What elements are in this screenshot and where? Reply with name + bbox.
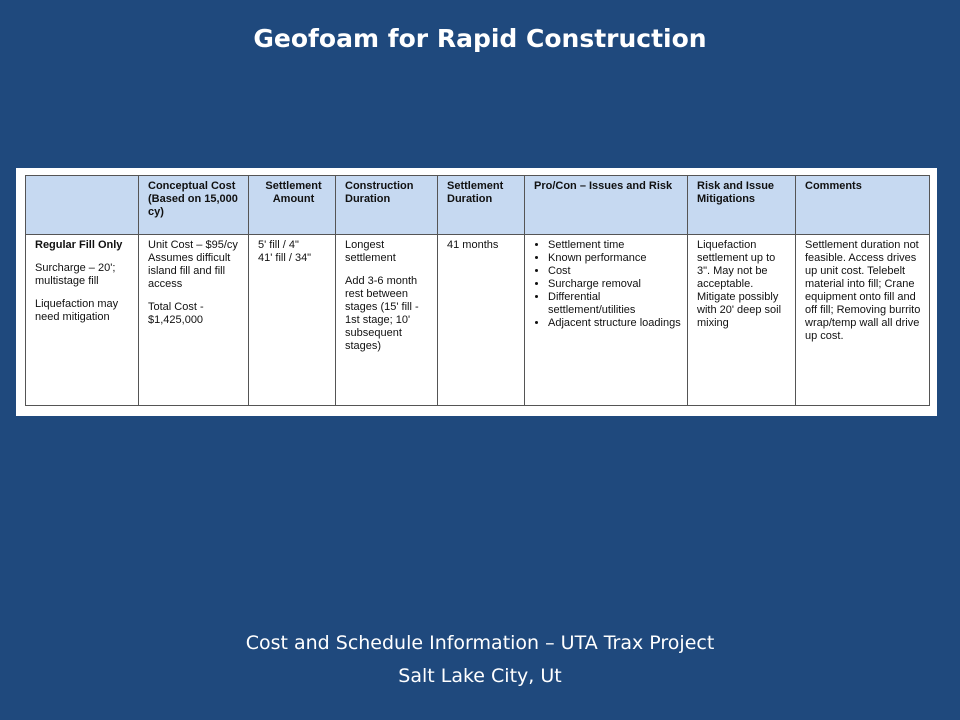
list-item: • Cost	[548, 265, 681, 278]
comparison-table	[25, 175, 930, 406]
table-row	[26, 235, 930, 406]
pro-con-list	[534, 239, 681, 330]
settlement-amount-line2: 41' fill / 34"	[258, 252, 312, 264]
header-cell-settlement-duration: Settlement Duration	[438, 176, 525, 235]
comparison-table-image	[16, 168, 937, 416]
cell-pro-con	[525, 235, 688, 406]
header-cell-comments: Comments	[796, 176, 930, 235]
option-surcharge: Surcharge – 20'; multistage fill	[35, 262, 116, 287]
construction-duration-line1: Longest settlement	[345, 239, 396, 264]
header-cell-mitigations: Risk and Issue Mitigations	[688, 176, 796, 235]
cell-mitigations: Liquefaction settlement up to 3". May not be acceptable. Mitigate possibly with 20' deep soil mixing	[688, 235, 796, 406]
table-header-row	[26, 176, 930, 235]
list-item: • Differential settlement/utilities	[548, 291, 681, 317]
cell-comments: Settlement duration not feasible. Access drives up unit cost. Telebelt material into fill; Crane equipment onto fill and off fill; Removing burrito wrap/temp wall all drive up cost.	[796, 235, 930, 406]
footer-line-1: Cost and Schedule Information – UTA Trax Project	[245, 632, 715, 654]
list-item: • Known performance	[548, 252, 681, 265]
cell-settlement-duration: 41 months	[438, 235, 525, 406]
cell-settlement-amount	[249, 235, 336, 406]
cell-construction-duration	[336, 235, 438, 406]
list-item: • Surcharge removal	[548, 278, 681, 291]
header-cell-pro-con: Pro/Con – Issues and Risk	[525, 176, 688, 235]
header-cell-option	[26, 176, 139, 235]
header-cell-cost: Conceptual Cost (Based on 15,000 cy)	[139, 176, 249, 235]
cost-assumes: Assumes difficult island fill and fill access	[148, 252, 231, 290]
construction-duration-line2: Add 3-6 month rest between stages (15' fill - 1st stage; 10' subsequent stages)	[345, 275, 419, 352]
list-item: • Adjacent structure loadings	[548, 317, 681, 330]
cost-total: Total Cost - $1,425,000	[148, 301, 204, 326]
slide-title: Geofoam for Rapid Construction	[253, 24, 707, 53]
option-liquefaction: Liquefaction may need mitigation	[35, 298, 119, 323]
cost-unit: Unit Cost – $95/cy	[148, 239, 238, 251]
header-cell-construction-duration: Construction Duration	[336, 176, 438, 235]
cell-cost	[139, 235, 249, 406]
list-item: • Settlement time	[548, 239, 681, 252]
option-name: Regular Fill Only	[35, 239, 123, 251]
header-cell-settlement-amount: Settlement Amount	[249, 176, 336, 235]
footer-line-2: Salt Lake City, Ut	[398, 665, 562, 687]
settlement-amount-line1: 5' fill / 4"	[258, 239, 299, 251]
cell-option	[26, 235, 139, 406]
